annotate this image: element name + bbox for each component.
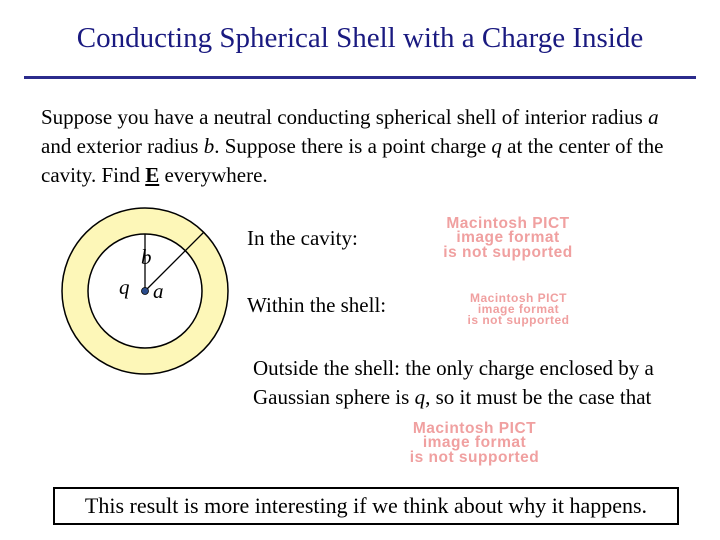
intro-text-4: at the center of the cavity. Find	[41, 134, 664, 187]
shell-diagram	[60, 206, 230, 376]
outside-text-2: , so it must be the case that	[425, 385, 652, 409]
label-q: q	[119, 275, 130, 299]
pict-placeholder-outside: Macintosh PICT image format is not supported	[409, 420, 540, 466]
label-b: b	[141, 245, 152, 269]
point-charge	[142, 288, 149, 295]
var-a: a	[648, 105, 659, 129]
pict-placeholder-shell: Macintosh PICT image format is not supported	[467, 291, 570, 328]
var-E: E	[145, 163, 160, 187]
outside-statement	[253, 354, 683, 412]
conclusion-box: This result is more interesting if we think about why it happens.	[53, 487, 679, 525]
var-b: b	[203, 134, 215, 158]
title-divider	[24, 76, 696, 79]
intro-text-3: . Suppose there is a point charge	[214, 134, 492, 158]
slide-title: Conducting Spherical Shell with a Charge Inside	[76, 22, 644, 54]
cavity-label: In the cavity:	[247, 226, 358, 250]
intro-text-1: Suppose you have a neutral conducting spherical shell of interior radius	[41, 105, 649, 129]
intro-text-2: and exterior radius	[41, 134, 204, 158]
pict-placeholder-cavity: Macintosh PICT image format is not supported	[443, 215, 573, 261]
intro-text-5: everywhere.	[159, 163, 268, 187]
problem-statement	[41, 103, 691, 190]
var-q: q	[491, 134, 502, 158]
shell-label: Within the shell:	[247, 293, 387, 317]
outside-var-q: q	[414, 385, 426, 409]
outside-text-1: Outside the shell: the only charge enclosed by a Gaussian sphere is	[253, 356, 654, 409]
label-a: a	[153, 279, 164, 303]
